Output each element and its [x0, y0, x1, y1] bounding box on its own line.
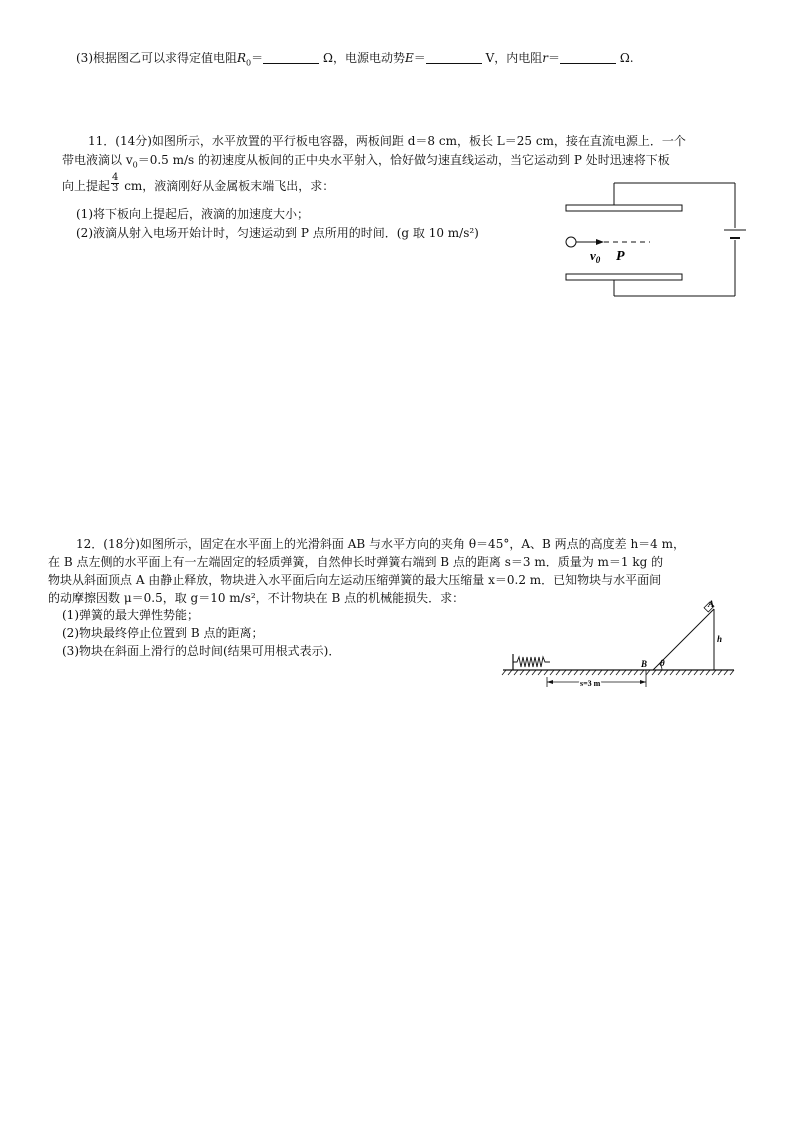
q11-line2-a: 带电液滴以 v — [62, 153, 133, 167]
q11-line2-b: ＝0.5 m/s 的初速度从板间的正中央水平射入，恰好做匀速直线运动，当它运动到 P 处时迅速将下板 — [137, 153, 670, 167]
top-plate — [566, 205, 682, 211]
r-var: r — [542, 51, 548, 65]
q12-line3: 物块从斜面顶点 A 由静止释放，物块进入水平面后向左运动压缩弹簧的最大压缩量 x＝0.2 m．已知物块与水平面间 — [48, 573, 662, 587]
label-b: B — [641, 659, 648, 669]
emf-label: ，电源电动势 — [332, 51, 405, 65]
r0-var: R — [237, 51, 247, 65]
q11-line3-b: cm，液滴刚好从金属板末端飞出，求： — [120, 179, 335, 193]
q12-line1: 12．(18分)如图所示，固定在水平面上的光滑斜面 AB 与水平方向的夹角 θ＝45°，A、B 两点的高度差 h＝4 m， — [76, 537, 685, 551]
answer-blank-r0[interactable] — [263, 51, 319, 64]
ground-hatching — [502, 670, 734, 675]
velocity-arrowhead-icon — [596, 239, 604, 245]
q11-line1: 11．(14分)如图所示，水平放置的平行板电容器，两板间距 d＝8 cm，板长 L＝25 cm，接在直流电源上．一个 — [88, 134, 686, 148]
droplet — [566, 237, 576, 247]
ohm-unit-1: Ω — [322, 51, 333, 65]
q12-line2: 在 B 点左侧的水平面上有一左端固定的轻质弹簧，自然伸长时弹簧右端到 B 点的距离 s＝3 m．质量为 m＝1 kg 的 — [48, 555, 664, 569]
q12-sub3: (3)物块在斜面上滑行的总时间(结果可用根式表示)． — [62, 644, 341, 658]
eq-2: ＝ — [413, 51, 426, 65]
answer-blank-emf[interactable] — [426, 51, 482, 64]
q11-line3-a: 向上提起 — [62, 179, 111, 193]
r0-sub: 0 — [246, 58, 252, 68]
q12-sub2: (2)物块最终停止位置到 B 点的距离； — [62, 626, 264, 640]
frac-den: 3 — [112, 183, 119, 194]
v0-sub: 0 — [132, 160, 138, 170]
q10-item3-prefix: (3)根据图乙可以求得定值电阻 — [76, 51, 237, 65]
ohm-unit-2: Ω. — [619, 51, 634, 65]
q11-line2 — [62, 151, 670, 174]
r-label: ，内电阻 — [494, 51, 543, 65]
p-label: P — [616, 249, 625, 264]
v0-label: $v_0$ — [590, 248, 601, 265]
bottom-plate — [566, 274, 682, 280]
fraction-four-thirds — [111, 173, 119, 194]
label-h: h — [717, 634, 723, 644]
label-a: A — [708, 599, 715, 609]
q11-sub1: (1)将下板向上提起后，液滴的加速度大小； — [76, 207, 309, 221]
capacitor-diagram — [560, 178, 750, 300]
s-arrow-left-icon — [547, 680, 553, 684]
label-theta: θ — [660, 658, 665, 668]
q10-item3 — [76, 49, 634, 72]
eq-1: ＝ — [251, 51, 264, 65]
label-s: s=3 m — [580, 679, 601, 688]
answer-blank-r[interactable] — [560, 51, 616, 64]
q12-sub1: (1)弹簧的最大弹性势能； — [62, 608, 199, 622]
emf-var: E — [404, 51, 414, 65]
volt-unit: V — [485, 51, 495, 65]
incline-spring-diagram — [500, 598, 736, 690]
frac-num: 4 — [112, 172, 119, 183]
q11-line3 — [62, 172, 335, 197]
eq-3: ＝ — [548, 51, 561, 65]
q12-line4: 的动摩擦因数 μ＝0.5，取 g＝10 m/s²，不计物块在 B 点的机械能损失．求： — [48, 591, 465, 605]
s-arrow-right-icon — [640, 680, 646, 684]
q11-sub2: (2)液滴从射入电场开始计时，匀速运动到 P 点所用的时间．(g 取 10 m/s²) — [76, 226, 479, 240]
spring-coil-icon — [513, 657, 550, 667]
